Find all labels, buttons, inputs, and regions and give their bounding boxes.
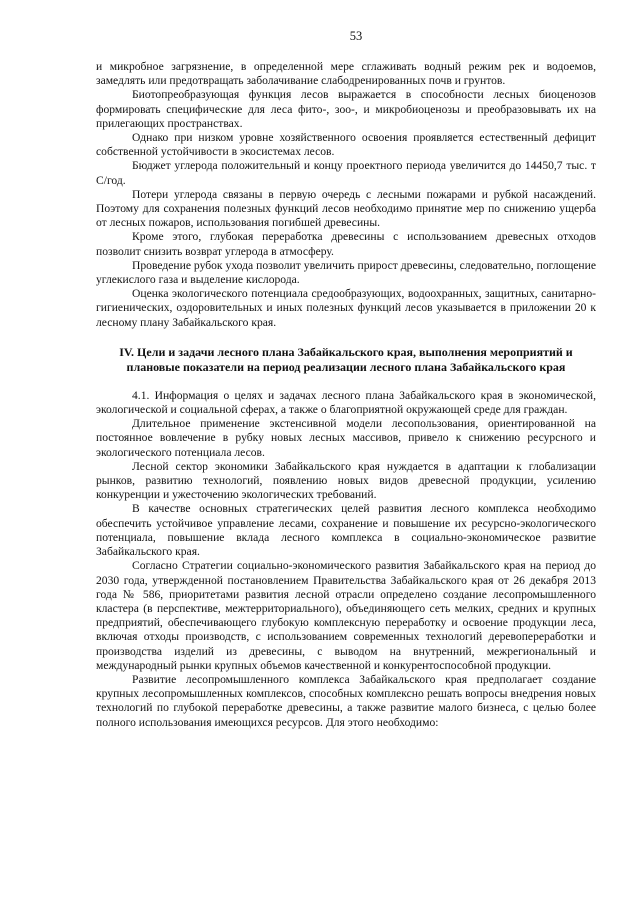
paragraph-extensive-model: Длительное применение экстенсивной модели лесопользования, ориентированной на постоянное вовлечение в рубку новых лесных массивов, привело к снижению ресурсного и экологического потенциала лесов.	[96, 417, 596, 459]
paragraph-biotransforming-function: Биотопреобразующая функция лесов выражается в способности лесных биоценозов формировать специфические для леса фито-, зоо-, и микробиоценозы и преобразовывать их на прилегающих пространствах.	[96, 88, 596, 130]
paragraph-thinning: Проведение рубок ухода позволит увеличить прирост древесины, следовательно, поглощение углекислого газа и выделение кислорода.	[96, 258, 596, 287]
page-number: 53	[349, 29, 363, 43]
section-heading: IV. Цели и задачи лесного плана Забайкальского края, выполнения мероприятий и плановые показатели на период реализации лесного плана Забайкальского края	[119, 344, 573, 375]
paragraph-goals-info: 4.1. Информация о целях и задачах лесного плана Забайкальского края в экономической, экологической и социальной сферах, а также о благоприятной окружающей среде для граждан.	[96, 388, 596, 417]
paragraph-forest-sector: Лесной сектор экономики Забайкальского края нуждается в адаптации к глобализации рынков, развитию технологий, появлению новых видов древесной продукции, усилению конкуренции и ужесточению экологических требований.	[96, 459, 596, 502]
paragraph-carbon-budget: Бюджет углерода положительный и концу проектного периода увеличится до 14450,7 тыс. т С/год.	[96, 159, 596, 187]
paragraph-strategic-goals: В качестве основных стратегических целей развития лесного комплекса необходимо обеспечить устойчивое управление лесами, сохранение и повышение их ресурсно-экологического потенциала, повышение вклада лесного комплекса в социально-экономическое развитие Забайкальского края.	[96, 502, 596, 559]
paragraph-wood-processing: Кроме этого, глубокая переработка древесины с использованием древесных отходов позволит снизить возврат углерода в атмосферу.	[96, 230, 596, 258]
paragraph-low-development: Однако при низком уровне хозяйственного освоения проявляется естественный дефицит собственной устойчивости в экосистемах лесов.	[96, 131, 596, 159]
paragraph-ecological-assessment: Оценка экологического потенциала средообразующих, водоохранных, защитных, санитарно-гигиенических, оздоровительных и иных полезных функций лесов указывается в приложении 20 к лесному плану Забайкальского края.	[96, 287, 596, 329]
paragraph-continuation: и микробное загрязнение, в определенной мере сглаживать водный режим рек и водоемов, замедлять или предотвращать заболачивание слабодренированных почв и грунтов.	[96, 60, 596, 88]
paragraph-carbon-losses: Потери углерода связаны в первую очередь с лесными пожарами и рубкой насаждений. Поэтому для сохранения полезных функций лесов необходимо принятие мер по снижению ущерба от лесных пожаров, использования погибшей древесины.	[96, 187, 596, 230]
paragraph-strategy-2030: Согласно Стратегии социально-экономического развития Забайкальского края на период до 2030 года, утвержденной постановлением Правительства Забайкальского края от 26 декабря 2013 года № 586, приоритетами развития лесной отрасли определено создание лесопромышленного кластера (в перспективе, межтерриториального), объединяющего сеть мелких, средних и крупных предприятий, обеспечивающего глубокую комплексную переработку и освоение продукции леса, включая отходы производств, с использованием современных технологий деревопереработки и производства изделий из древесины, с выводом на внутренний, межрегиональный и международный рынки крупных объемов качественной и конкурентоспособной продукции.	[96, 559, 596, 672]
paragraph-timber-complex-development: Развитие лесопромышленного комплекса Забайкальского края предполагает создание крупных лесопромышленных комплексов, способных комплексно решать вопросы внедрения новых технологий по глубокой переработке древесины, а также развитие малого бизнеса, с целью более полного использования имеющихся ресурсов. Для этого необходимо:	[96, 672, 596, 729]
